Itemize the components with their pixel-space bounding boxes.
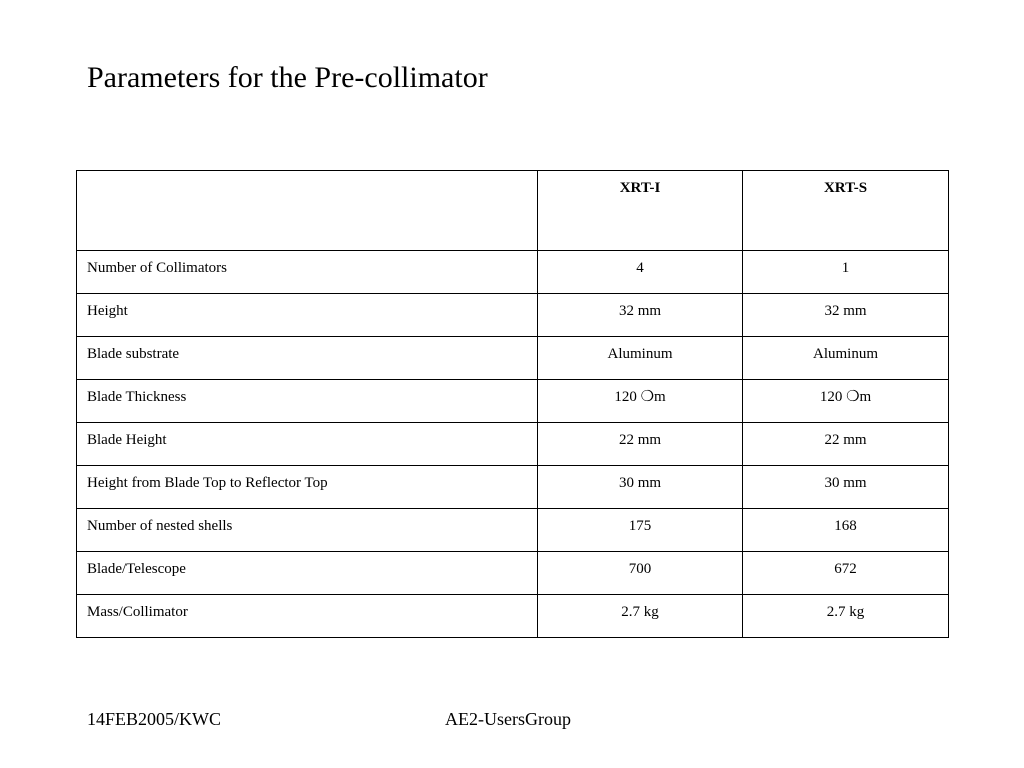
footer-group-name: AE2-UsersGroup xyxy=(445,709,571,729)
row-label: Blade/Telescope xyxy=(77,552,538,595)
xrt-i-value: 30 mm xyxy=(538,466,743,509)
table-row xyxy=(77,595,949,638)
table-header-row xyxy=(77,171,949,251)
table-row xyxy=(77,251,949,294)
xrt-i-value: 4 xyxy=(538,251,743,294)
table-row xyxy=(77,552,949,595)
xrt-s-value: 2.7 kg xyxy=(743,595,949,638)
xrt-i-value: 22 mm xyxy=(538,423,743,466)
row-label: Number of nested shells xyxy=(77,509,538,552)
xrt-s-value: 120 ❍m xyxy=(743,380,949,423)
xrt-s-value: Aluminum xyxy=(743,337,949,380)
xrt-i-value: 700 xyxy=(538,552,743,595)
xrt-s-value: 30 mm xyxy=(743,466,949,509)
xrt-s-value: 32 mm xyxy=(743,294,949,337)
slide-title: Parameters for the Pre-collimator xyxy=(87,61,488,94)
table-row xyxy=(77,466,949,509)
row-label: Blade substrate xyxy=(77,337,538,380)
table-row xyxy=(77,294,949,337)
footer-date-author: 14FEB2005/KWC xyxy=(87,709,222,729)
xrt-i-value: 32 mm xyxy=(538,294,743,337)
row-label: Mass/Collimator xyxy=(77,595,538,638)
xrt-i-value: 175 xyxy=(538,509,743,552)
xrt-s-value: 168 xyxy=(743,509,949,552)
parameters-table xyxy=(76,170,949,638)
header-cell-xrt-s: XRT-S xyxy=(743,171,949,251)
xrt-i-value: 2.7 kg xyxy=(538,595,743,638)
table-row xyxy=(77,380,949,423)
table-row xyxy=(77,509,949,552)
xrt-i-value: 120 ❍m xyxy=(538,380,743,423)
table-row xyxy=(77,423,949,466)
row-label: Blade Thickness xyxy=(77,380,538,423)
table-row xyxy=(77,337,949,380)
xrt-s-value: 22 mm xyxy=(743,423,949,466)
row-label: Height xyxy=(77,294,538,337)
xrt-s-value: 1 xyxy=(743,251,949,294)
row-label: Blade Height xyxy=(77,423,538,466)
xrt-s-value: 672 xyxy=(743,552,949,595)
header-cell-xrt-i: XRT-I xyxy=(538,171,743,251)
header-cell-empty xyxy=(77,171,538,251)
row-label: Height from Blade Top to Reflector Top xyxy=(77,466,538,509)
xrt-i-value: Aluminum xyxy=(538,337,743,380)
row-label: Number of Collimators xyxy=(77,251,538,294)
